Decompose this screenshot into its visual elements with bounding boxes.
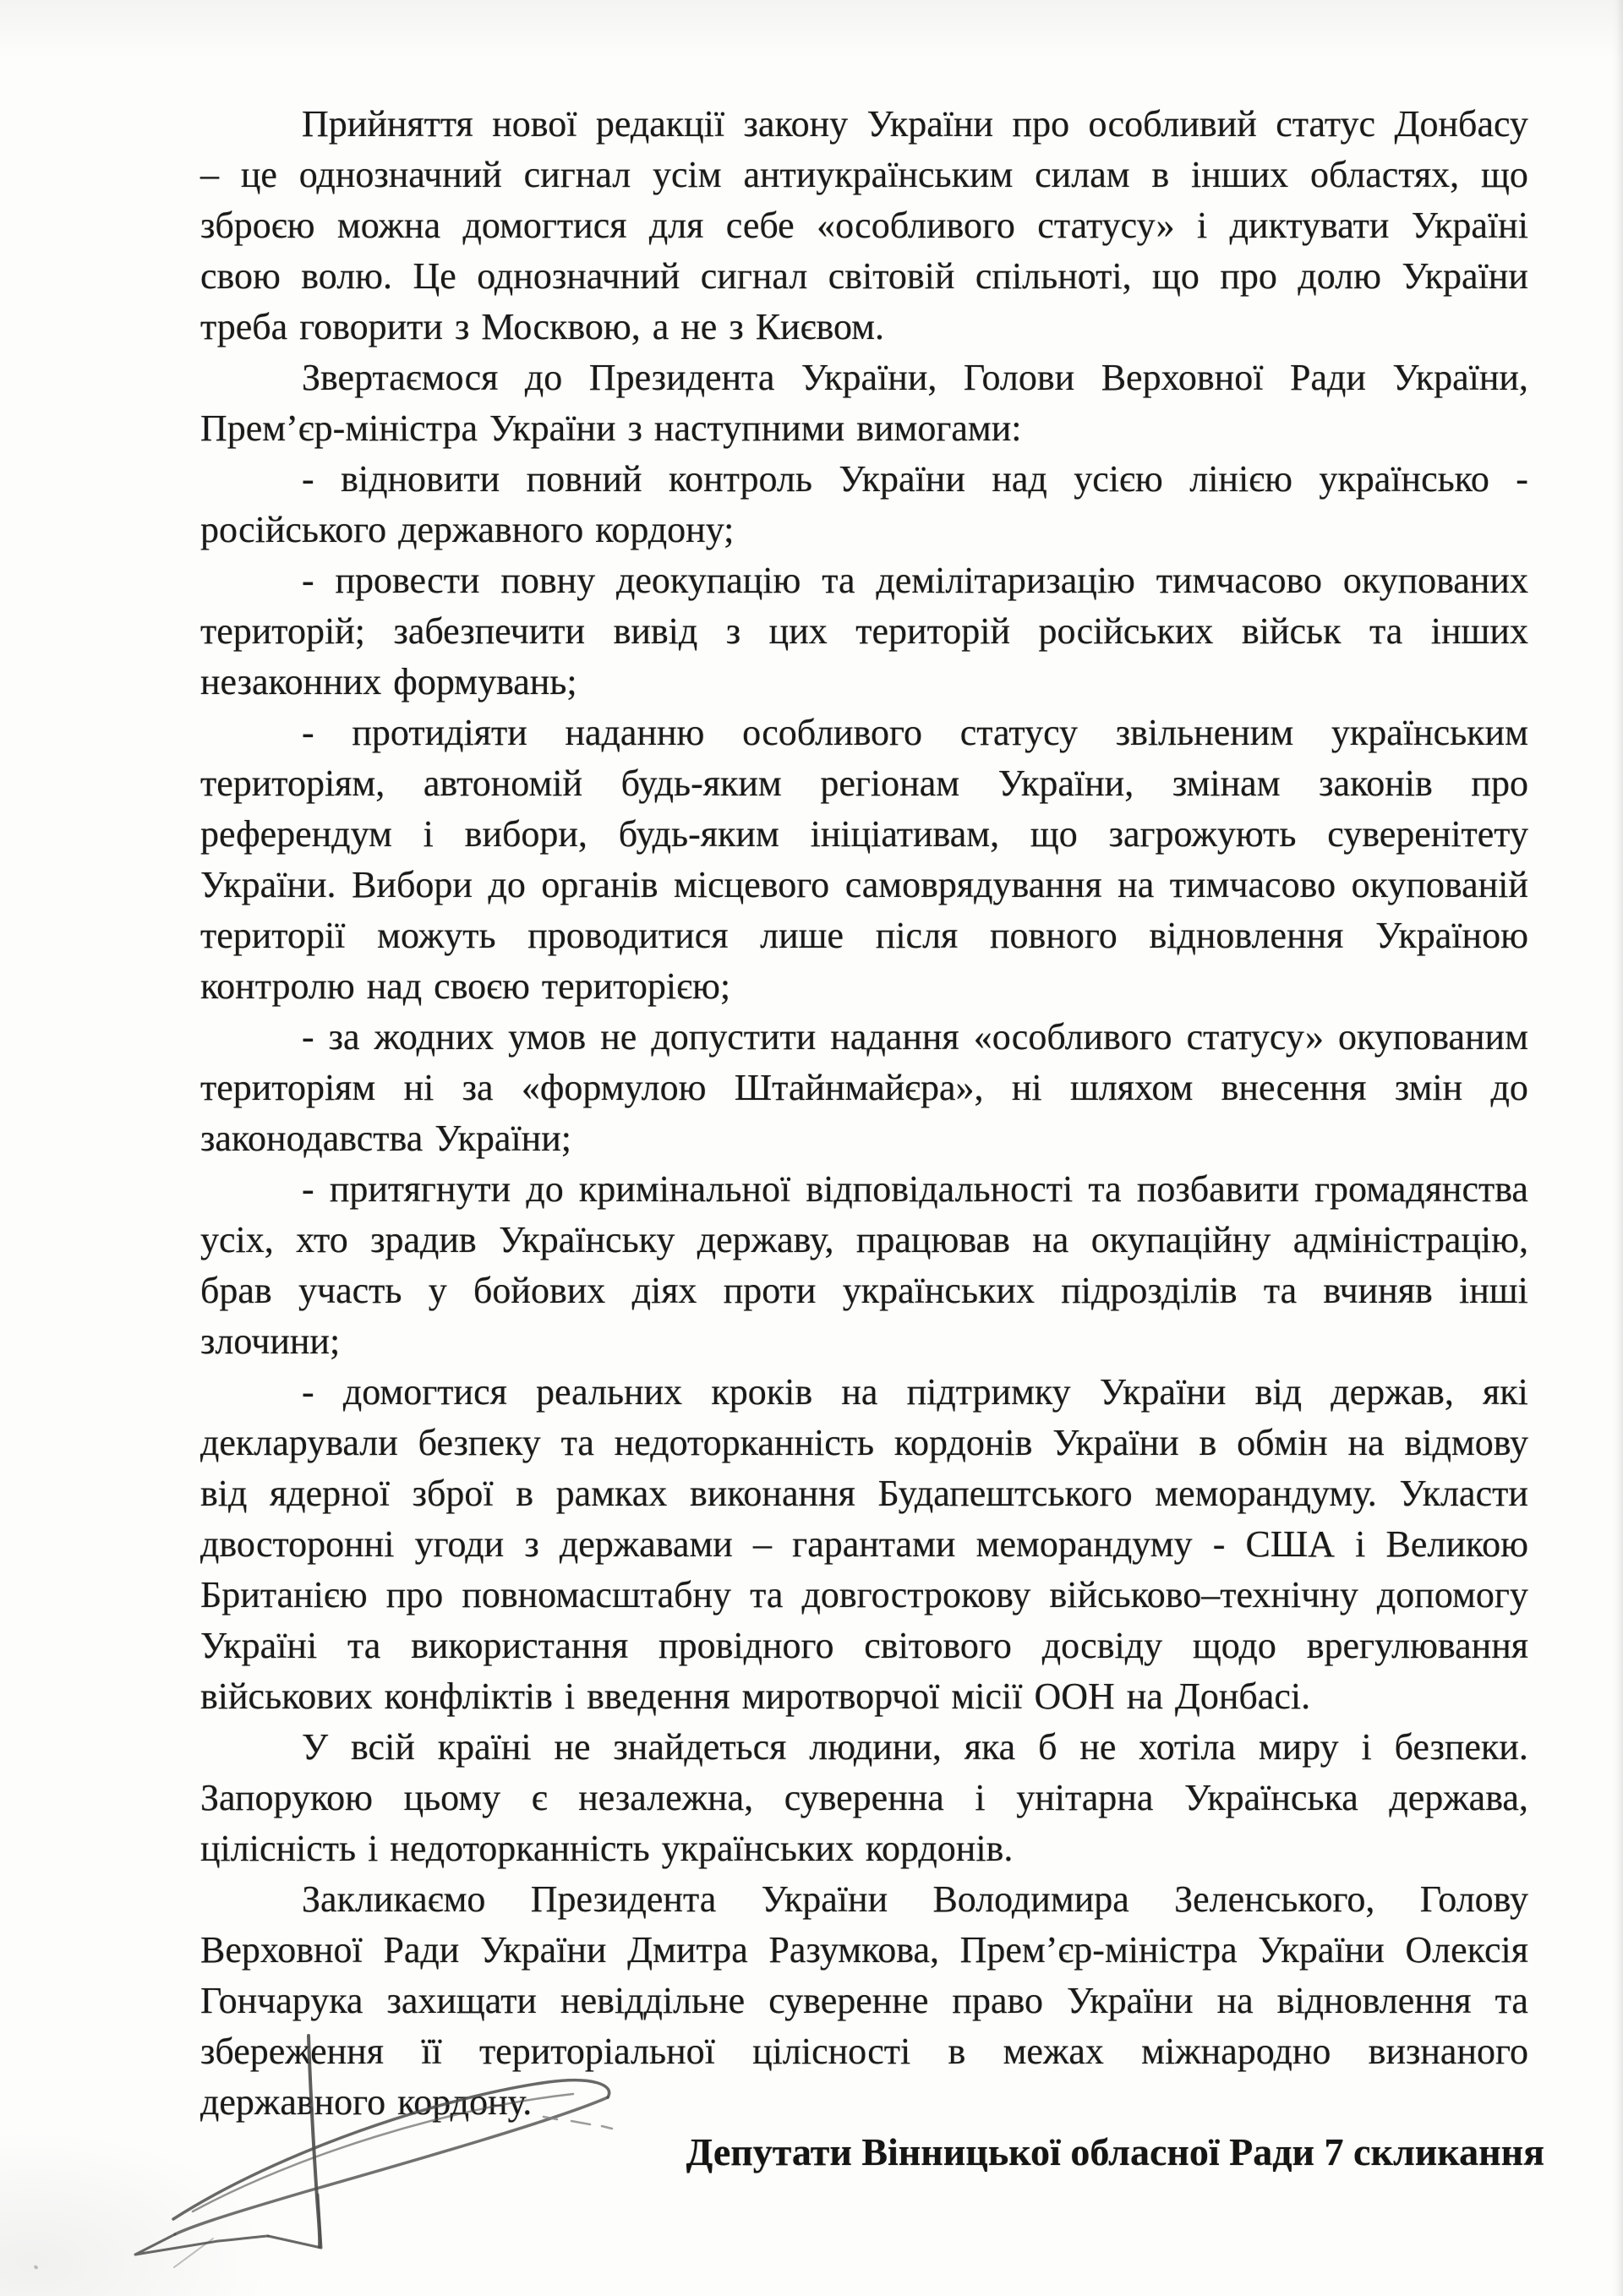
text-line: територіям, автономій будь-яким регіонам України, змінам законів про <box>200 763 1528 804</box>
text-line: Звертаємося до Президента України, Голови Верховної Ради України, <box>302 357 1528 398</box>
scan-corner-smudge <box>0 2130 270 2296</box>
text-line: Британією про повномасштабну та довгострокову військово–технічну допомогу <box>200 1574 1528 1615</box>
text-line: від ядерної зброї в рамках виконання Будапештського меморандуму. Укласти <box>200 1473 1528 1514</box>
text-line: - відновити повний контроль України над усією лінією українсько - <box>302 458 1528 500</box>
text-line: російського державного кордону; <box>200 509 735 550</box>
text-line: Верховної Ради України Дмитра Разумкова, Прем’єр-міністра України Олексія <box>200 1929 1528 1971</box>
text-line: цілісність і недоторканність українських кордонів. <box>200 1828 1014 1869</box>
scan-top-fade <box>0 0 1623 59</box>
text-line: референдум і вибори, будь-яким ініціативам, що загрожують суверенітету <box>200 813 1528 855</box>
scan-edge-streak <box>1611 0 1623 2296</box>
text-line: - протидіяти наданню особливого статусу звільненим українським <box>302 712 1528 753</box>
document-body <box>200 99 1528 2128</box>
text-line: - за жодних умов не допустити надання «особливого статусу» окупованим <box>302 1016 1528 1058</box>
text-line: незаконних формувань; <box>200 661 577 702</box>
text-line: Україні та використання провідного світового досвіду щодо врегулювання <box>200 1625 1528 1666</box>
text-line: військових конфліктів і введення миротворчої місії ООН на Донбасі. <box>200 1676 1311 1717</box>
text-line: треба говорити з Москвою, а не з Києвом. <box>200 306 884 347</box>
text-line: державного кордону. <box>200 2081 533 2123</box>
text-line: Закликаємо Президента України Володимира Зеленського, Голову <box>302 1878 1528 1920</box>
text-line: Прем’єр-міністра України з наступними вимогами: <box>200 407 1022 449</box>
text-line: усіх, хто зрадив Українську державу, працював на окупаційну адміністрацію, <box>200 1219 1528 1260</box>
text-line: територій; забезпечити вивід з цих територій російських військ та інших <box>200 610 1528 652</box>
text-line: - притягнути до кримінальної відповідальності та позбавити громадянства <box>302 1168 1528 1210</box>
text-line: Гончарука захищати невіддільне суверенне право України на відновлення та <box>200 1980 1528 2021</box>
text-line: контролю над своєю територією; <box>200 965 731 1007</box>
text-line: зброєю можна домогтися для себе «особливого статусу» і диктувати Україні <box>200 205 1528 246</box>
text-line: двосторонні угоди з державами – гарантами меморандуму - США і Великою <box>200 1523 1528 1565</box>
text-line: територіям ні за «формулою Штайнмайєра», ні шляхом внесення змін до <box>200 1067 1528 1108</box>
text-line: Запорукою цьому є незалежна, суверенна і унітарна Українська держава, <box>200 1777 1528 1818</box>
text-line: – це однозначний сигнал усім антиукраїнським силам в інших областях, що <box>200 154 1528 195</box>
text-line: збереження її територіальної цілісності в межах міжнародно визнаного <box>200 2031 1528 2072</box>
text-line: свою волю. Це однозначний сигнал світовій спільноті, що про долю України <box>200 255 1528 297</box>
text-line: - провести повну деокупацію та демілітаризацію тимчасово окупованих <box>302 560 1528 601</box>
text-line: злочини; <box>200 1320 341 1362</box>
text-line: Прийняття нової редакції закону України про особливий статус Донбасу <box>302 103 1528 145</box>
text-line: території можуть проводитися лише після повного відновлення Україною <box>200 915 1528 956</box>
author-line: Депутати Вінницької обласної Ради 7 скликання <box>686 2130 1544 2173</box>
text-line: України. Вибори до органів місцевого самоврядування на тимчасово окупованій <box>200 864 1528 905</box>
text-line: - домогтися реальних кроків на підтримку України від держав, які <box>302 1371 1528 1413</box>
text-line: У всій країні не знайдеться людини, яка б не хотіла миру і безпеки. <box>302 1726 1528 1768</box>
text-line: законодавства України; <box>200 1118 571 1159</box>
text-line: декларували безпеку та недоторканність кордонів України в обмін на відмову <box>200 1422 1528 1463</box>
text-line: брав участь у бойових діях проти українських підрозділів та вчиняв інші <box>200 1270 1528 1311</box>
